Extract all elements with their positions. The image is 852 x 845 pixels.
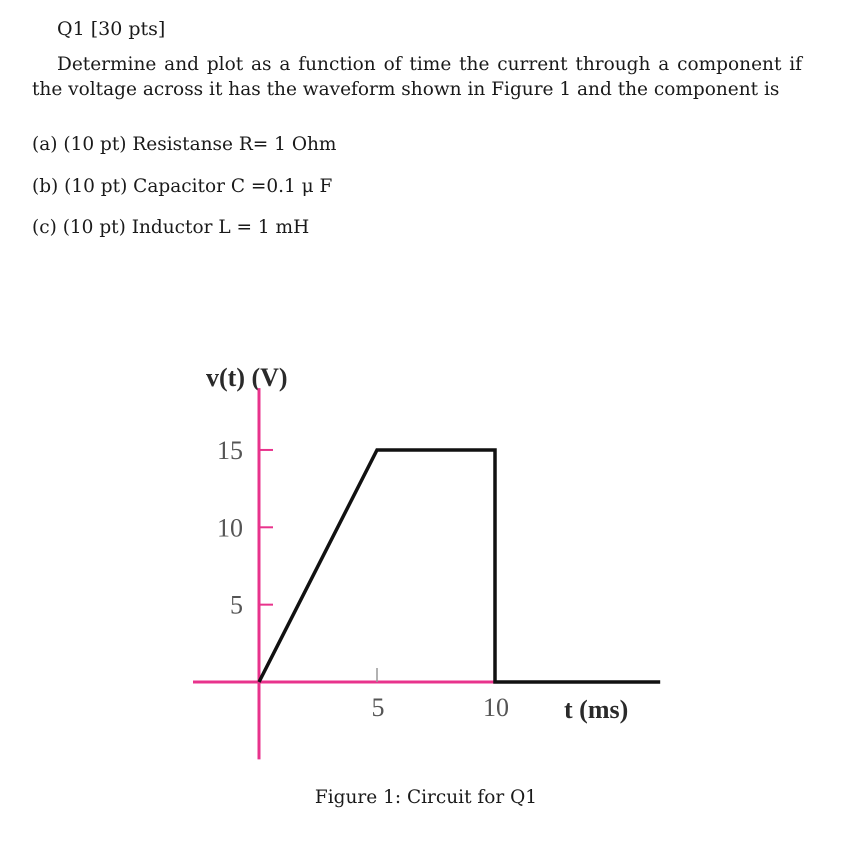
part-a-label: (a) xyxy=(32,134,58,155)
y-ticks xyxy=(217,436,273,620)
part-c-text: (10 pt) Inductor L = 1 mH xyxy=(62,217,310,238)
part-b-label: (b) xyxy=(32,176,59,197)
y-tick-label: 5 xyxy=(230,590,243,620)
x-axis-label: t (ms) xyxy=(564,695,629,724)
y-tick-label: 15 xyxy=(217,435,243,465)
problem-text: Determine and plot as a function of time the current through a component if the voltage across it has the waveform shown in Figure 1 and the component is xyxy=(32,54,802,100)
figure-caption: Figure 1: Circuit for Q1 xyxy=(314,787,538,808)
y-axis-label: v(t) (V) xyxy=(206,363,288,392)
part-a-text: (10 pt) Resistanse R= 1 Ohm xyxy=(63,134,337,155)
voltage-waveform-line xyxy=(259,450,660,682)
x-tick-label: 10 xyxy=(483,693,509,722)
x-ticks xyxy=(372,668,510,722)
part-b-text: (10 pt) Capacitor C =0.1 μ F xyxy=(64,176,333,197)
part-c-label: (c) xyxy=(32,217,57,238)
y-tick-label: 10 xyxy=(217,513,243,543)
question-heading: Q1 [30 pts] xyxy=(57,18,166,40)
x-tick-label: 5 xyxy=(371,693,385,722)
